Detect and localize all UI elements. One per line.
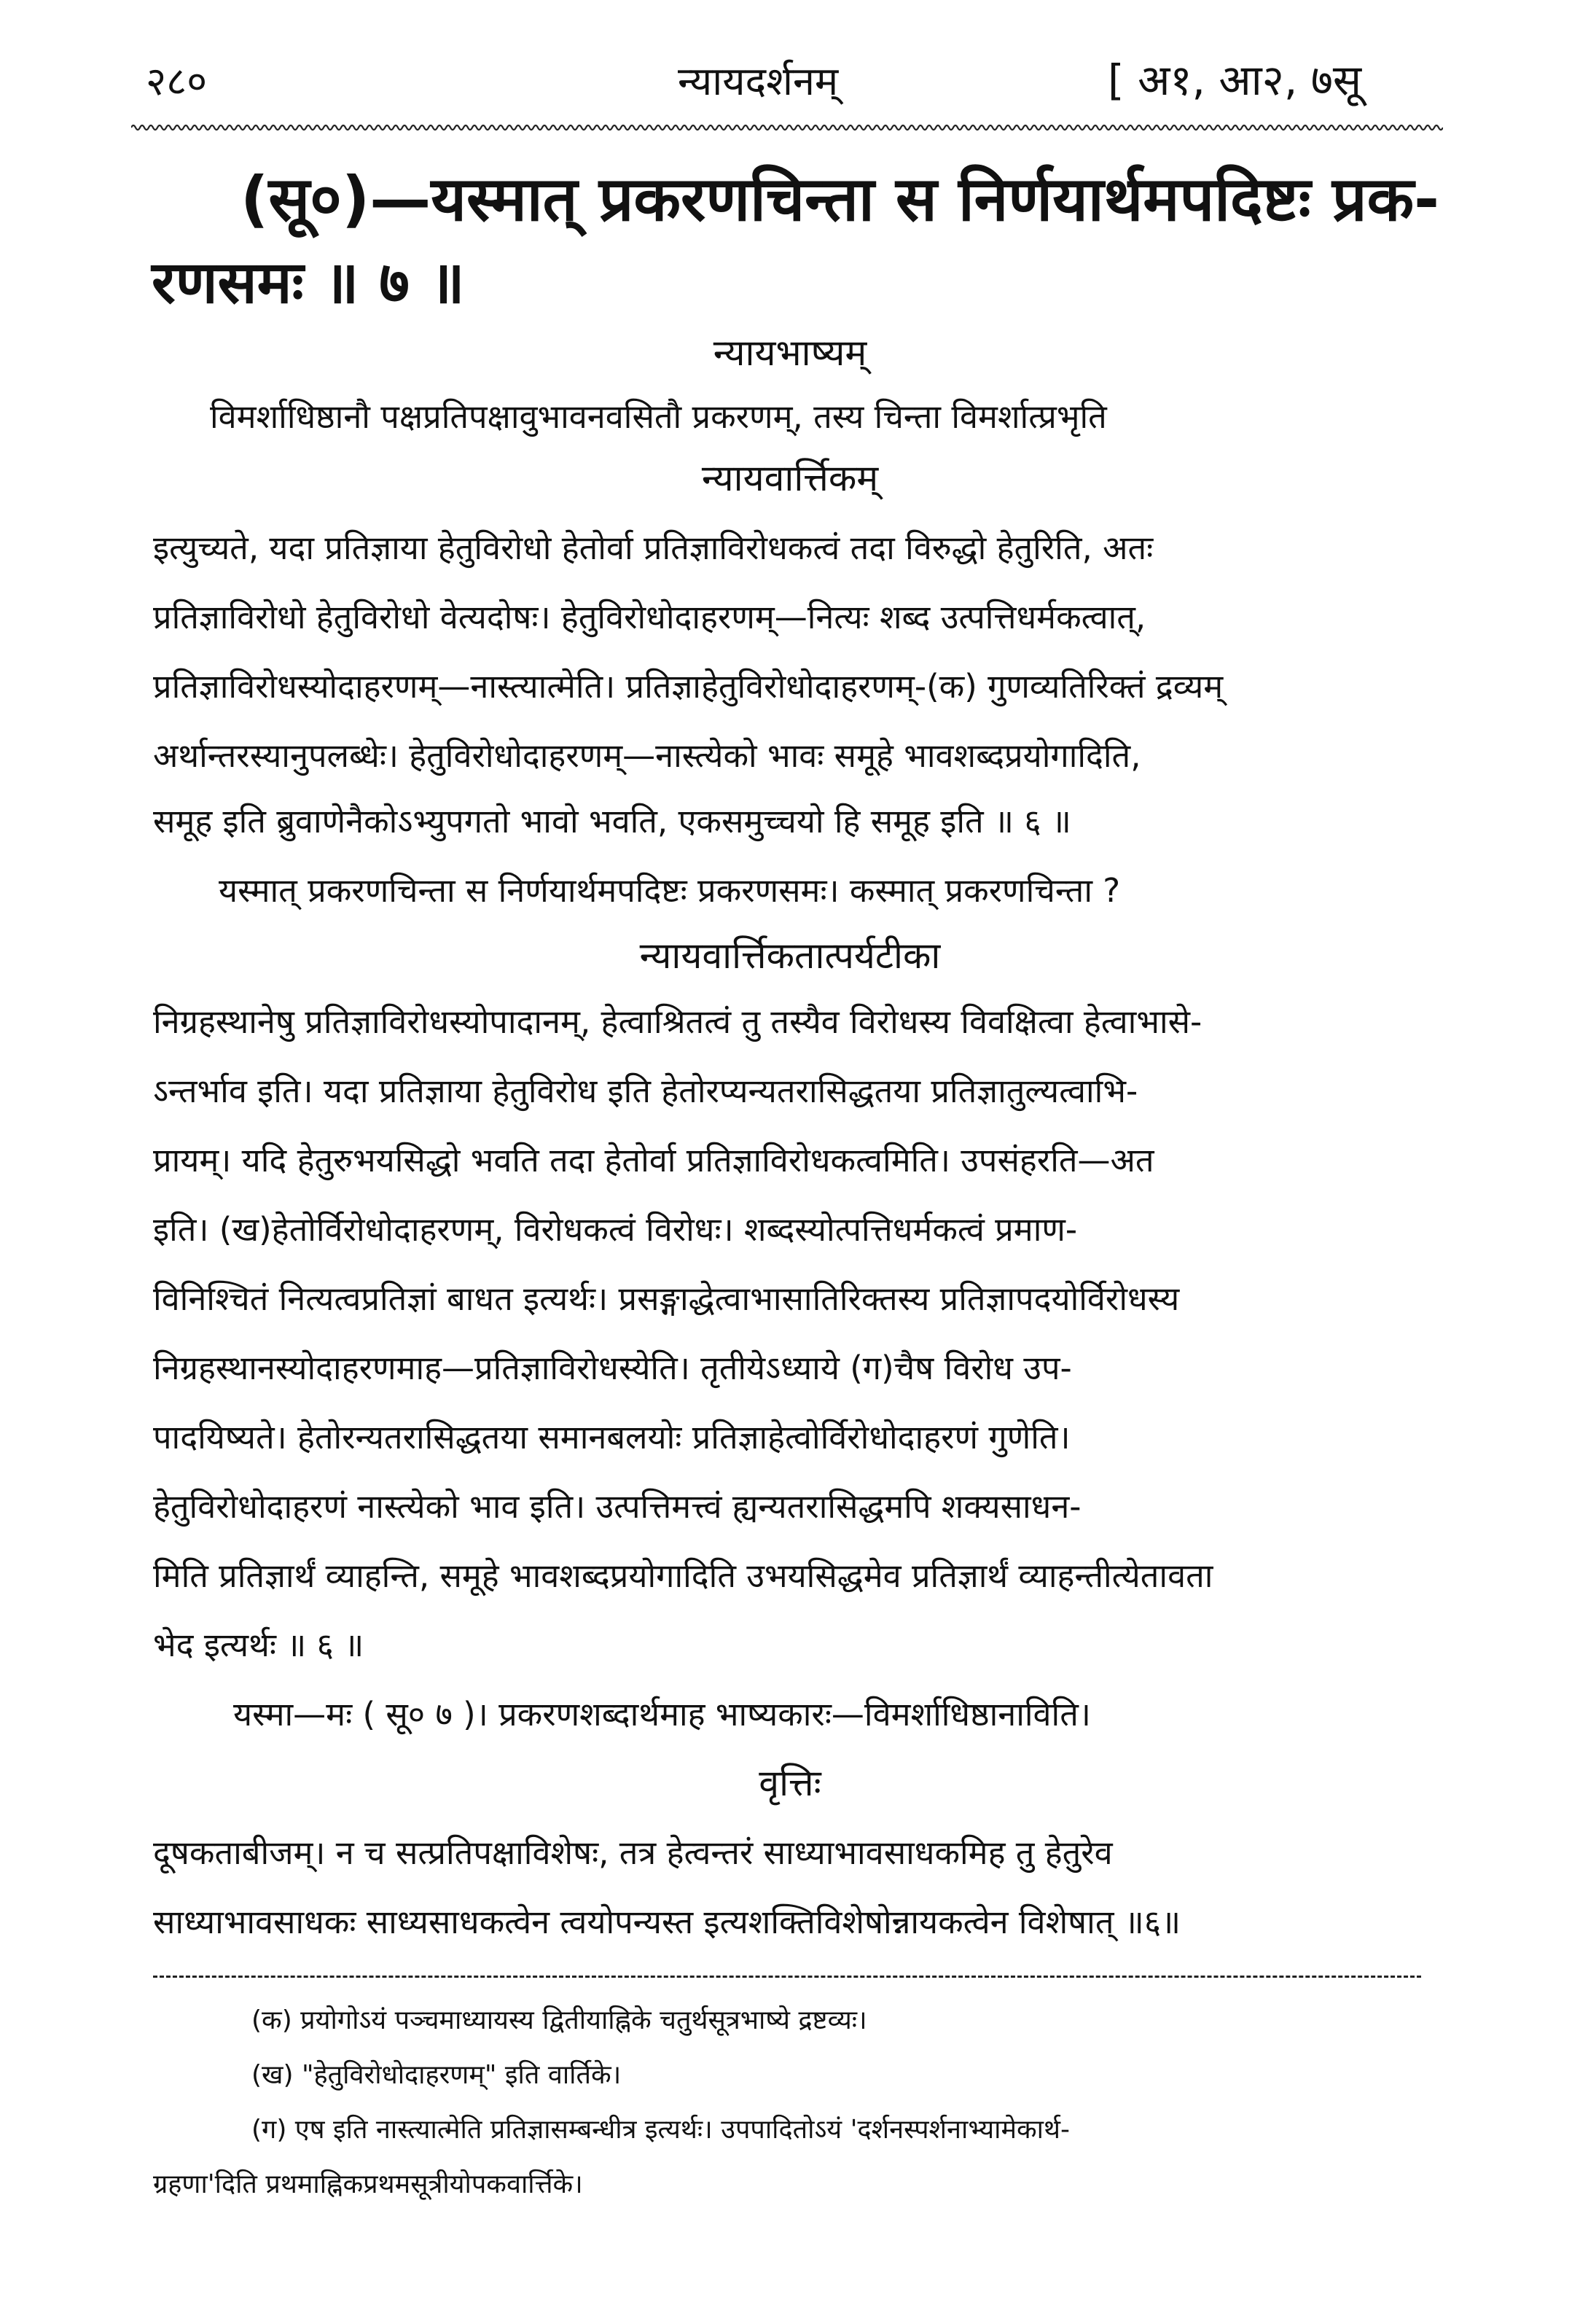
tika-line: इति। (ख)हेतोर्विरोधोदाहरणम्, विरोधकत्वं विरोधः। शब्दस्योत्पत्तिधर्मकत्वं प्रमाण- <box>153 1210 1078 1249</box>
vartika-line: प्रतिज्ञाविरोधस्योदाहरणम्—नास्त्यात्मेति। प्रतिज्ञाहेतुविरोधोदाहरणम्-(क) गुणव्यतिरिक्तं द्रव्यम् <box>153 667 1224 706</box>
vartika-line: समूह इति ब्रुवाणेनैकोऽभ्युपगतो भावो भवति, एकसमुच्चयो हि समूह इति ॥ ६ ॥ <box>153 802 1071 841</box>
footnote: ग्रहणा'दिति प्रथमाह्निकप्रथमसूत्रीयोपकवार्त्तिके। <box>153 2169 583 2199</box>
tika-line: मिति प्रतिज्ञार्थं व्याहन्ति, समूहे भावशब्दप्रयोगादिति उभयसिद्धमेव प्रतिज्ञार्थं व्याहन्तीत्येतावता <box>153 1556 1213 1595</box>
footnote: (क) प्रयोगोऽयं पञ्चमाध्यायस्य द्वितीयाह्निके चतुर्थसूत्रभाष्ये द्रष्टव्यः। <box>251 2005 867 2035</box>
tika-line: प्रायम्। यदि हेतुरुभयसिद्धो भवति तदा हेतोर्वा प्रतिज्ञाविरोधकत्वमिति। उपसंहरति—अत <box>153 1141 1154 1179</box>
sutra-line-2: रणसमः ॥ ७ ॥ <box>152 249 465 316</box>
running-title: न्यायदर्शनम् <box>678 58 839 104</box>
tika-line: निग्रहस्थानेषु प्रतिज्ञाविरोधस्योपादानम्, हेत्वाश्रितत्वं तु तस्यैव विरोधस्य विवक्षित्वा हेत्वाभासे- <box>153 1002 1202 1041</box>
footnote: (ख) "हेतुविरोधोदाहरणम्" इति वार्तिके। <box>251 2060 622 2090</box>
vartika-heading: न्यायवार्त्तिकम् <box>701 457 879 499</box>
vartika-line: यस्मात् प्रकरणचिन्ता स निर्णयार्थमपदिष्टः प्रकरणसमः। कस्मात् प्रकरणचिन्ता ? <box>219 871 1121 910</box>
sutra-line-1: (सू०)—यस्मात् प्रकरणचिन्ता स निर्णयार्थमपदिष्टः प्रक- <box>240 163 1440 235</box>
vartika-line: इत्युच्यते, यदा प्रतिज्ञाया हेतुविरोधो हेतोर्वा प्रतिज्ञाविरोधकत्वं तदा विरुद्धो हेतुरिति, अतः <box>153 529 1154 567</box>
tika-line: ऽन्तर्भाव इति। यदा प्रतिज्ञाया हेतुविरोध इति हेतोरप्यन्यतरासिद्धतया प्रतिज्ञातुल्यत्वाभि- <box>153 1072 1138 1110</box>
tika-line: विनिश्चितं नित्यत्वप्रतिज्ञां बाधत इत्यर्थः। प्रसङ्गाद्धेत्वाभासातिरिक्तस्य प्रतिज्ञापदयोर्विरोधस्य <box>153 1279 1180 1318</box>
tika-line: पादयिष्यते। हेतोरन्यतरासिद्धतया समानबलयोः प्रतिज्ञाहेत्वोर्विरोधोदाहरणं गुणेति। <box>153 1418 1071 1457</box>
vritti-heading: वृत्तिः <box>759 1762 821 1804</box>
vritti-line: साध्याभावसाधकः साध्यसाधकत्वेन त्वयोपन्यस्त इत्यशक्तिविशेषोन्नायकत्वेन विशेषात् ॥६॥ <box>153 1903 1181 1941</box>
bhashya-heading: न्यायभाष्यम् <box>713 332 867 374</box>
footnote-separator <box>153 1976 1421 1978</box>
page-number: २८० <box>146 58 208 104</box>
tika-line: भेद इत्यर्थः ॥ ६ ॥ <box>153 1626 364 1664</box>
footnote: (ग) एष इति नास्त्यात्मेति प्रतिज्ञासम्बन्धीत्र इत्यर्थः। उपपादितोऽयं 'दर्शनस्पर्शनाभ्यामेकार्थ- <box>251 2115 1070 2145</box>
bhashya-line: विमर्शाधिष्ठानौ पक्षप्रतिपक्षावुभावनवसितौ प्रकरणम्, तस्य चिन्ता विमर्शात्प्रभृति <box>210 397 1107 436</box>
tika-line: हेतुविरोधोदाहरणं नास्त्येको भाव इति। उत्पत्तिमत्त्वं ह्यन्यतरासिद्धमपि शक्यसाधन- <box>153 1487 1082 1526</box>
tika-heading: न्यायवार्त्तिकतात्पर्यटीका <box>639 935 941 977</box>
tika-line: यस्मा—मः ( सू० ७ )। प्रकरणशब्दार्थमाह भाष्यकारः—विमर्शाधिष्ठानाविति। <box>233 1695 1091 1734</box>
vartika-line: अर्थान्तरस्यानुपलब्धेः। हेतुविरोधोदाहरणम्—नास्त्येको भावः समूहे भावशब्दप्रयोगादिति, <box>153 736 1141 775</box>
vartika-line: प्रतिज्ञाविरोधो हेतुविरोधो वेत्यदोषः। हेतुविरोधोदाहरणम्—नित्यः शब्द उत्पत्तिधर्मकत्वात्, <box>153 598 1146 636</box>
header-wavy-rule <box>131 122 1443 133</box>
vritti-line: दूषकताबीजम्। न च सत्प्रतिपक्षाविशेषः, तत्र हेत्वन्तरं साध्याभावसाधकमिह तु हेतुरेव <box>153 1833 1113 1872</box>
chapter-reference: [ अ१, आ२, ७सू <box>1108 55 1362 105</box>
tika-line: निग्रहस्थानस्योदाहरणमाह—प्रतिज्ञाविरोधस्येति। तृतीयेऽध्याये (ग)चैष विरोध उप- <box>153 1349 1072 1387</box>
